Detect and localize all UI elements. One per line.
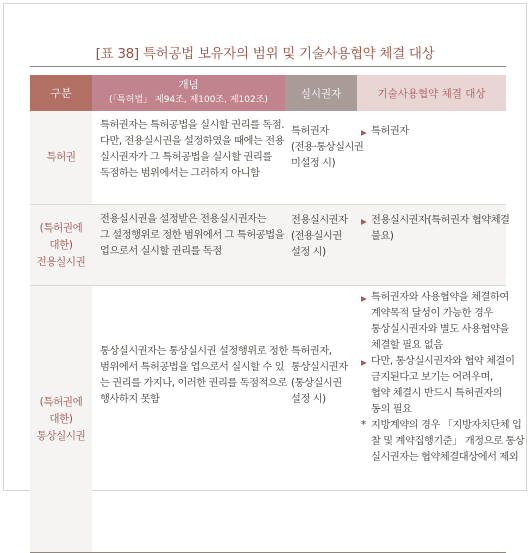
target-line: 동의 필요 <box>371 404 412 415</box>
header-concept-sub: (「특허법」 제94조, 제100조, 제102조) <box>109 95 268 105</box>
target-footnote <box>361 418 525 466</box>
licensee-line: 설정 시) <box>291 247 326 258</box>
triangle-right-icon: ▶ <box>361 358 367 367</box>
concept-line: 전용실시권을 설정받은 전용실시권자는 <box>100 214 267 225</box>
agreement-target-cell <box>357 111 506 205</box>
target-line: 특허권자와 사용협약을 체결하여 <box>371 292 509 303</box>
concept-line: 독점하는 범위에서는 그러하지 아니함 <box>100 168 260 179</box>
concept-cell <box>92 111 285 205</box>
concept-line: 범위에서 특허공법을 업으로서 실시할 수 있 <box>100 362 285 373</box>
target-item <box>361 124 500 141</box>
header-licensee: 실시권자 <box>285 75 357 111</box>
table-row <box>30 205 506 286</box>
concept-line: 특허권자는 특허공법을 실시할 권리를 독점. <box>100 120 285 131</box>
patent-scope-table <box>30 75 525 553</box>
triangle-right-icon: ▶ <box>361 128 367 137</box>
licensee-line: 특허권자 <box>291 126 329 137</box>
asterisk-icon: * <box>361 420 366 431</box>
row-label-line: 통상실시권 <box>36 429 86 442</box>
licensee-line: (전용·통상실시권 <box>291 142 364 153</box>
target-line: 전용실시권자(특허권자 협약체결 <box>371 215 510 226</box>
header-concept <box>92 75 285 111</box>
row-label-line: 전용실시권 <box>36 255 86 268</box>
target-line: 금지된다고 보기는 어려우며, <box>371 372 493 383</box>
target-line: 체결할 필요 없음 <box>371 340 443 351</box>
row-label-line: 특허권 <box>46 151 76 163</box>
header-row <box>30 75 506 111</box>
concept-line: 행사하지 못함 <box>100 394 160 405</box>
target-line: 특허권자 <box>371 126 409 137</box>
table-title: [표 38] 특허공법 보유자의 범위 및 기술사용협약 체결 대상 <box>95 46 435 62</box>
licensee-cell <box>285 286 357 553</box>
target-line: 불요) <box>371 231 394 242</box>
licensee-line: 전용실시권자 <box>291 215 348 226</box>
row-label-line: 대한) <box>49 412 73 425</box>
licensee-line: 설정 시) <box>291 394 326 405</box>
row-label <box>30 111 92 205</box>
header-concept-main: 개념 <box>178 79 199 91</box>
target-item <box>361 290 509 354</box>
concept-line: 다만, 전용실시권을 설정하였을 때에는 전용 <box>100 136 285 147</box>
row-label <box>30 286 92 553</box>
concept-line: 실시권자가 그 특허공법을 실시할 권리를 <box>100 152 272 163</box>
concept-cell <box>92 205 285 286</box>
target-line: 협약 체결시 반드시 특허권자의 <box>371 388 503 399</box>
licensee-line: 특허권자, <box>291 346 332 357</box>
agreement-target-cell <box>357 205 510 286</box>
target-line: 통상실시권자와 별도 사용협약을 <box>371 324 509 335</box>
concept-line: 통상실시권자는 통상실시권 설정행위로 정한 <box>100 346 288 357</box>
concept-line: 는 권리를 가지나, 이러한 권리를 독점적으로 <box>100 378 287 389</box>
row-label-line: (특허권에 <box>39 395 83 408</box>
concept-cell <box>92 286 288 553</box>
title-rule <box>30 66 506 67</box>
licensee-cell <box>285 205 357 286</box>
licensee-line: 미설정 시) <box>291 158 336 169</box>
footnote-line: 찰 및 계약집행기준」 개정으로 통상 <box>371 436 525 447</box>
concept-line: 업으로서 실시할 권리를 독점 <box>100 246 222 257</box>
licensee-cell <box>285 111 364 205</box>
row-label-line: (특허권에 <box>39 221 83 234</box>
agreement-target-cell <box>357 286 525 553</box>
target-item <box>361 213 510 245</box>
licensee-line: (전용실시권 <box>291 231 342 242</box>
licensee-line: 통상실시권자 <box>291 362 348 373</box>
table-row <box>30 111 506 205</box>
table-frame <box>3 3 527 491</box>
footnote-line: 실시권자는 협약체결대상에서 제외 <box>371 452 519 463</box>
footnote-line: 지방계약의 경우 「지방자치단체 입 <box>371 420 522 431</box>
header-category: 구분 <box>30 75 92 111</box>
row-label <box>30 205 92 286</box>
target-line: 계약목적 달성이 가능한 경우 <box>371 308 493 319</box>
concept-line: 그 설정행위로 정한 범위에서 그 특허공법을 <box>100 230 285 241</box>
target-line: 다만, 통상실시권자와 협약 체결이 <box>371 356 515 367</box>
row-label-line: 대한) <box>49 238 73 251</box>
licensee-line: (통상실시권 <box>291 378 342 389</box>
table-row <box>30 286 506 553</box>
triangle-right-icon: ▶ <box>361 217 367 226</box>
triangle-right-icon: ▶ <box>361 294 367 303</box>
target-item <box>361 354 515 418</box>
header-agreement-target: 기술사용협약 체결 대상 <box>357 75 506 111</box>
